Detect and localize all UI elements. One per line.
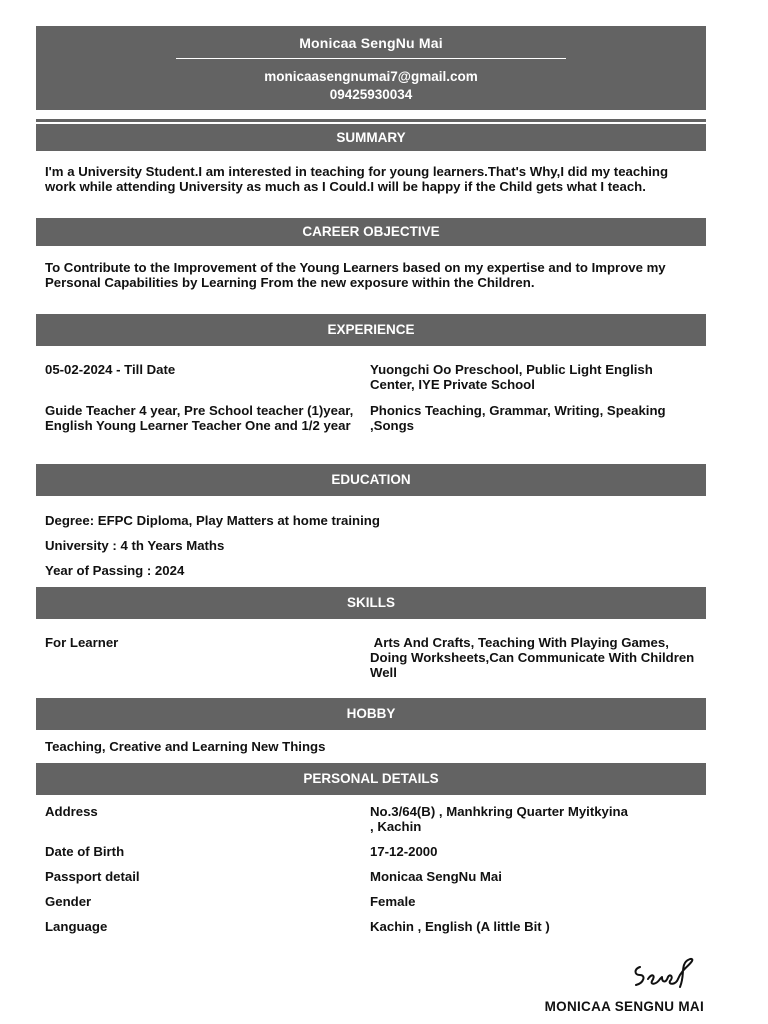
education-degree: Degree: EFPC Diploma, Play Matters at home training bbox=[45, 513, 380, 528]
header-divider bbox=[176, 58, 566, 59]
personal-details-heading: PERSONAL DETAILS bbox=[36, 763, 706, 795]
resume-page bbox=[36, 26, 706, 934]
hobby-heading: HOBBY bbox=[36, 698, 706, 730]
gender-value: Female bbox=[370, 894, 416, 909]
experience-roles: Guide Teacher 4 year, Pre School teacher (1)year, English Young Learner Teacher One and 1/2 year bbox=[45, 403, 354, 433]
dob-value: 17-12-2000 bbox=[370, 844, 438, 859]
candidate-email: monicaasengnumai7@gmail.com bbox=[264, 69, 478, 84]
resume-header bbox=[36, 26, 706, 110]
education-heading: EDUCATION bbox=[36, 464, 706, 496]
language-label: Language bbox=[45, 919, 108, 934]
education-year: Year of Passing : 2024 bbox=[45, 563, 185, 578]
address-value: No.3/64(B) , Manhkring Quarter Myitkyina , Kachin bbox=[370, 804, 628, 834]
experience-duties: Phonics Teaching, Grammar, Writing, Speaking ,Songs bbox=[370, 403, 666, 433]
experience-employers: Yuongchi Oo Preschool, Public Light English Center, IYE Private School bbox=[370, 362, 653, 392]
experience-date: 05-02-2024 - Till Date bbox=[45, 362, 176, 377]
passport-value: Monicaa SengNu Mai bbox=[370, 869, 502, 884]
skills-label: For Learner bbox=[45, 635, 119, 650]
candidate-phone: 09425930034 bbox=[329, 87, 413, 102]
career-objective-text: To Contribute to the Improvement of the Young Learners based on my expertise and to Improve my Personal Capabilities by Learning From the new exposure within the Children. bbox=[45, 260, 666, 290]
summary-heading: SUMMARY bbox=[36, 124, 706, 151]
skills-value: Arts And Crafts, Teaching With Playing Games, Doing Worksheets,Can Communicate With Children Well bbox=[370, 635, 698, 680]
candidate-name: Monicaa SengNu Mai bbox=[299, 35, 443, 51]
hobby-text: Teaching, Creative and Learning New Things bbox=[45, 739, 326, 754]
language-value: Kachin , English (A little Bit ) bbox=[370, 919, 550, 934]
skills-heading: SKILLS bbox=[36, 587, 706, 619]
education-university: University : 4 th Years Maths bbox=[45, 538, 225, 553]
signature-name: MONICAA SENGNU MAI bbox=[544, 999, 704, 1014]
gender-label: Gender bbox=[45, 894, 92, 909]
dob-label: Date of Birth bbox=[45, 844, 125, 859]
handwritten-signature bbox=[626, 955, 706, 995]
address-label: Address bbox=[45, 804, 98, 819]
career-objective-heading: CAREER OBJECTIVE bbox=[36, 218, 706, 246]
passport-label: Passport detail bbox=[45, 869, 140, 884]
summary-text: I'm a University Student.I am interested in teaching for young learners.That's Why,I did my teaching work while attending University as much as I Could.I will be happy if the Child gets what I teach. bbox=[45, 164, 669, 194]
summary-top-rule bbox=[36, 119, 706, 122]
experience-heading: EXPERIENCE bbox=[36, 314, 706, 346]
